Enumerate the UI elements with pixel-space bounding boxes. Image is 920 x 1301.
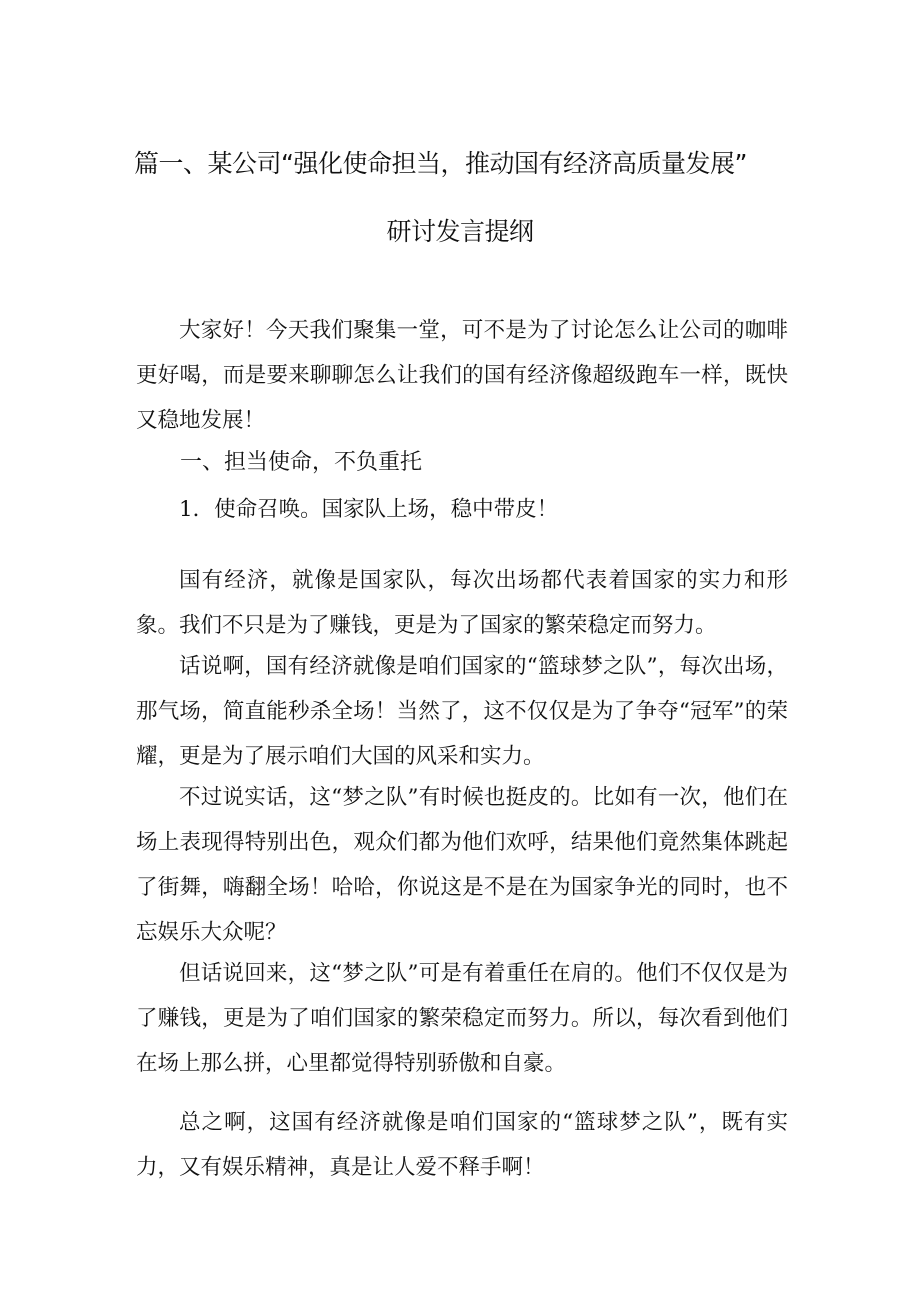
document-title-line-2: 研讨发言提纲 bbox=[386, 217, 534, 246]
intro-paragraph: 大家好！今天我们聚集一堂，可不是为了讨论怎么让公司的咖啡更好喝，而是要来聊聊怎么让我们的国有经济像超级跑车一样，既快又稳地发展！ bbox=[136, 318, 788, 433]
paragraph-1: 国有经济，就像是国家队，每次出场都代表着国家的实力和形象。我们不只是为了赚钱，更是为了国家的繁荣稳定而努力。 bbox=[136, 568, 788, 638]
paragraph-2: 话说啊，国有经济就像是咱们国家的“篮球梦之队”，每次出场，那气场，简直能秒杀全场！当然了，这不仅仅是为了争夺“冠军”的荣耀，更是为了展示咱们大国的风采和实力。 bbox=[136, 654, 788, 769]
subsection-heading-1: 1．使命召唤。国家队上场，稳中带皮！ bbox=[179, 497, 559, 522]
document-title-line-1: 篇一、某公司“强化使命担当，推动国有经济高质量发展” bbox=[134, 149, 747, 178]
paragraph-5: 总之啊，这国有经济就像是咱们国家的“篮球梦之队”，既有实力，又有娱乐精神，真是让人爱不释手啊！ bbox=[136, 1110, 788, 1180]
section-heading-1: 一、担当使命，不负重托 bbox=[180, 450, 423, 475]
paragraph-3: 不过说实话，这“梦之队”有时候也挺皮的。比如有一次，他们在场上表现得特别出色，观众们都为他们欢呼，结果他们竟然集体跳起了街舞，嗨翻全场！哈哈，你说这是不是在为国家争光的同时，也不忘娱乐大众呢？ bbox=[136, 785, 788, 945]
paragraph-4: 但话说回来，这“梦之队”可是有着重任在肩的。他们不仅仅是为了赚钱，更是为了咱们国家的繁荣稳定而努力。所以，每次看到他们在场上那么拼，心里都觉得特别骄傲和自豪。 bbox=[136, 961, 788, 1076]
